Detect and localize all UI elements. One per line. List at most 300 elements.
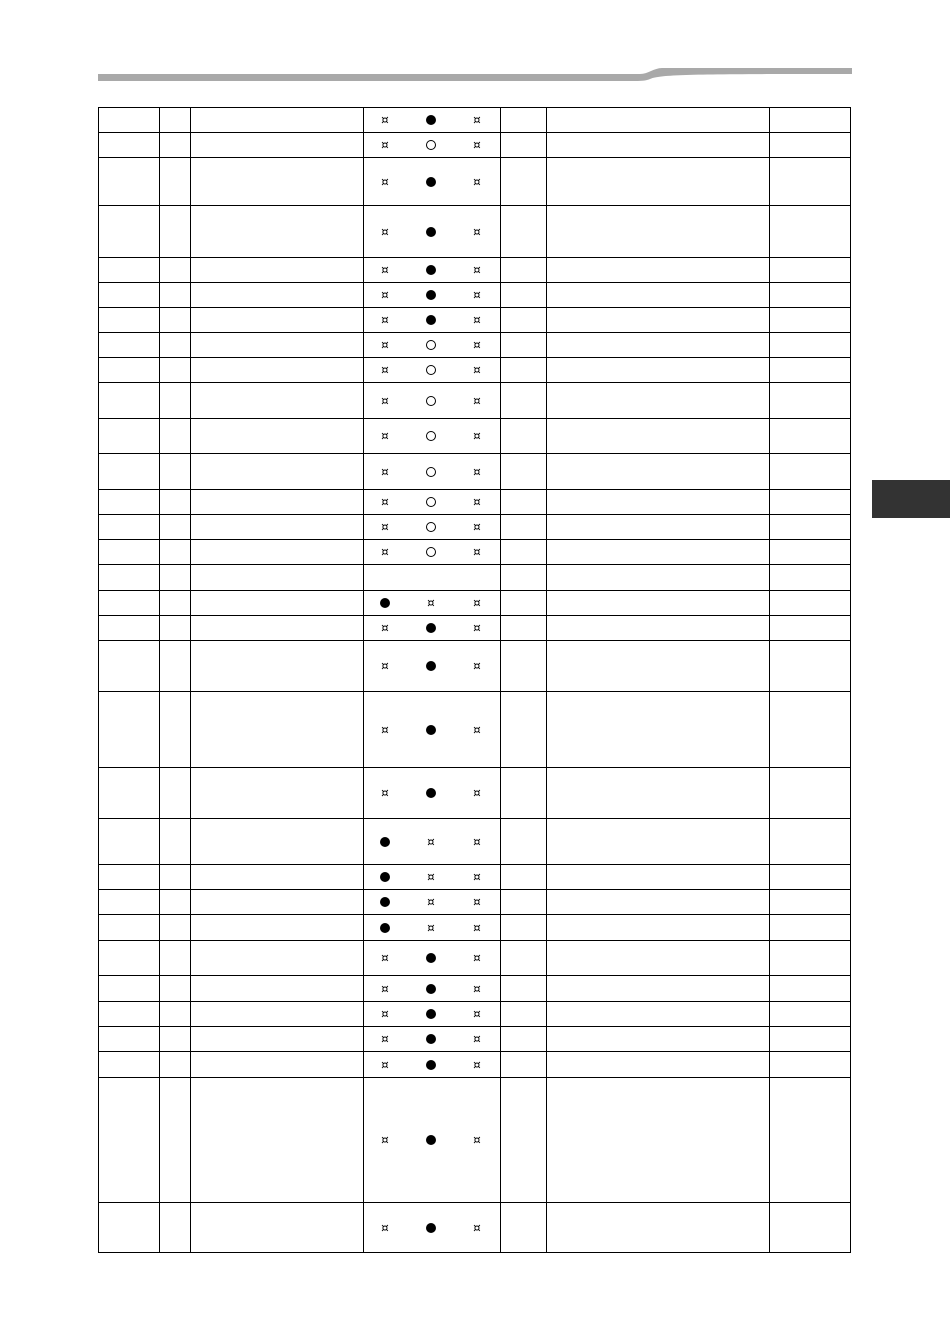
table-cell xyxy=(770,283,851,308)
cross-symbol-icon: ¤ xyxy=(381,1220,389,1235)
symbol-group xyxy=(364,225,500,239)
table-cell xyxy=(501,1027,547,1052)
table-row xyxy=(99,490,851,515)
hollow-circle-icon xyxy=(424,465,438,479)
table-row xyxy=(99,1203,851,1253)
table-cell xyxy=(770,158,851,206)
hollow-circle-icon xyxy=(424,138,438,152)
filled-circle-icon xyxy=(424,786,438,800)
table-cell xyxy=(547,1027,770,1052)
cross-symbol-icon: ¤ xyxy=(473,1057,481,1072)
symbol-cell xyxy=(364,890,501,915)
table-cell xyxy=(99,1052,160,1078)
table-cell xyxy=(770,1002,851,1027)
table-cell xyxy=(501,1052,547,1078)
table-cell xyxy=(191,358,364,383)
table-cell xyxy=(99,258,160,283)
cross-symbol-icon: ¤ xyxy=(381,338,389,352)
symbol-cell xyxy=(364,108,501,133)
table-cell xyxy=(191,133,364,158)
table-cell xyxy=(547,158,770,206)
table-cell xyxy=(547,419,770,454)
filled-circle-icon xyxy=(424,951,438,965)
table-row xyxy=(99,1052,851,1078)
table-cell xyxy=(191,490,364,515)
table-cell xyxy=(770,1203,851,1253)
table-cell xyxy=(99,915,160,941)
table-cell xyxy=(191,283,364,308)
filled-circle-icon xyxy=(424,175,438,189)
cross-symbol-icon: ¤ xyxy=(473,659,481,673)
table-row xyxy=(99,308,851,333)
table-cell xyxy=(99,1027,160,1052)
hollow-circle-icon xyxy=(424,520,438,534)
cross-symbol-icon: ¤ xyxy=(473,920,481,935)
hollow-circle-icon xyxy=(424,394,438,408)
cross-symbol-icon: ¤ xyxy=(473,786,481,800)
table-cell xyxy=(99,865,160,890)
table-row xyxy=(99,941,851,976)
table-row xyxy=(99,890,851,915)
cross-symbol-icon: ¤ xyxy=(473,138,481,152)
table-cell xyxy=(99,692,160,768)
symbol-group xyxy=(364,263,500,277)
table-cell xyxy=(547,641,770,692)
table-cell xyxy=(770,591,851,616)
table-cell xyxy=(547,515,770,540)
table-cell xyxy=(191,308,364,333)
table-cell xyxy=(547,333,770,358)
table-row xyxy=(99,641,851,692)
cross-symbol-icon: ¤ xyxy=(473,1032,481,1046)
table-cell xyxy=(501,819,547,865)
cross-symbol-icon: ¤ xyxy=(381,786,389,800)
symbol-group xyxy=(364,659,500,673)
data-table xyxy=(98,107,851,1253)
table-row xyxy=(99,976,851,1002)
symbol-group xyxy=(364,1058,500,1072)
cross-symbol-icon: ¤ xyxy=(473,288,481,302)
table-row xyxy=(99,133,851,158)
cross-symbol-icon: ¤ xyxy=(473,722,481,737)
table-cell xyxy=(501,941,547,976)
cross-symbol-icon: ¤ xyxy=(473,464,481,479)
filled-circle-icon xyxy=(424,263,438,277)
symbol-cell xyxy=(364,865,501,890)
filled-circle-icon xyxy=(424,1221,438,1235)
cross-symbol-icon: ¤ xyxy=(381,1057,389,1072)
table-cell xyxy=(191,454,364,490)
symbol-group xyxy=(364,338,500,352)
table-row xyxy=(99,258,851,283)
symbol-cell xyxy=(364,333,501,358)
table-cell xyxy=(160,941,191,976)
symbol-group xyxy=(364,394,500,408)
table-cell xyxy=(160,641,191,692)
table-row xyxy=(99,515,851,540)
table-cell xyxy=(547,1078,770,1203)
symbol-group xyxy=(364,520,500,534)
table-cell xyxy=(99,308,160,333)
hollow-circle-icon xyxy=(424,545,438,559)
symbol-cell xyxy=(364,1203,501,1253)
symbol-cell xyxy=(364,616,501,641)
cross-symbol-icon: ¤ xyxy=(381,1133,389,1147)
cross-symbol-icon: ¤ xyxy=(381,393,389,408)
table-cell xyxy=(501,333,547,358)
table-cell xyxy=(547,490,770,515)
table-row xyxy=(99,865,851,890)
symbol-cell xyxy=(364,358,501,383)
symbol-cell xyxy=(364,515,501,540)
table-row xyxy=(99,1002,851,1027)
table-cell xyxy=(547,616,770,641)
table-cell xyxy=(547,1203,770,1253)
table-cell xyxy=(770,692,851,768)
symbol-cell xyxy=(364,692,501,768)
table-cell xyxy=(191,1027,364,1052)
table-cell xyxy=(99,133,160,158)
table-row xyxy=(99,819,851,865)
cross-symbol-icon: ¤ xyxy=(381,138,389,152)
table-cell xyxy=(99,616,160,641)
symbol-cell xyxy=(364,1027,501,1052)
table-cell xyxy=(547,976,770,1002)
table-cell xyxy=(99,283,160,308)
table-cell xyxy=(160,1203,191,1253)
cross-symbol-icon: ¤ xyxy=(473,429,481,443)
table-row xyxy=(99,419,851,454)
table-row xyxy=(99,540,851,565)
cross-symbol-icon: ¤ xyxy=(473,338,481,352)
header-bar xyxy=(0,0,950,100)
cross-symbol-icon: ¤ xyxy=(473,1133,481,1147)
table-row xyxy=(99,383,851,419)
table-cell xyxy=(770,206,851,258)
table-cell xyxy=(501,565,547,591)
cross-symbol-icon: ¤ xyxy=(381,659,389,673)
table-row xyxy=(99,108,851,133)
table-cell xyxy=(191,976,364,1002)
table-cell xyxy=(501,616,547,641)
cross-symbol-icon: ¤ xyxy=(473,393,481,408)
table-cell xyxy=(191,108,364,133)
table-cell xyxy=(191,258,364,283)
table-cell xyxy=(501,133,547,158)
table-cell xyxy=(770,915,851,941)
table-cell xyxy=(160,419,191,454)
table-cell xyxy=(547,565,770,591)
filled-circle-icon xyxy=(378,870,392,884)
table-cell xyxy=(770,490,851,515)
cross-symbol-icon: ¤ xyxy=(473,113,481,127)
filled-circle-icon xyxy=(424,113,438,127)
table-cell xyxy=(160,258,191,283)
table-cell xyxy=(501,383,547,419)
symbol-group xyxy=(364,429,500,443)
table-cell xyxy=(501,1002,547,1027)
table-cell xyxy=(547,865,770,890)
symbol-cell xyxy=(364,308,501,333)
table-cell xyxy=(160,490,191,515)
table-cell xyxy=(191,383,364,419)
table-cell xyxy=(99,1203,160,1253)
cross-symbol-icon: ¤ xyxy=(473,951,481,965)
table-cell xyxy=(547,454,770,490)
table-cell xyxy=(160,890,191,915)
table-cell xyxy=(99,1002,160,1027)
cross-symbol-icon: ¤ xyxy=(473,596,481,610)
cross-symbol-icon: ¤ xyxy=(381,224,389,239)
symbol-group xyxy=(364,596,500,610)
cross-symbol-icon: ¤ xyxy=(473,263,481,277)
table-cell xyxy=(547,133,770,158)
cross-symbol-icon: ¤ xyxy=(473,520,481,534)
table-cell xyxy=(547,540,770,565)
table-cell xyxy=(160,915,191,941)
table-cell xyxy=(501,283,547,308)
filled-circle-icon xyxy=(424,982,438,996)
cross-symbol-icon: ¤ xyxy=(381,429,389,443)
cross-symbol-icon: ¤ xyxy=(381,288,389,302)
table-cell xyxy=(191,158,364,206)
symbol-cell xyxy=(364,158,501,206)
table-cell xyxy=(160,1027,191,1052)
cross-symbol-icon: ¤ xyxy=(473,224,481,239)
symbol-group xyxy=(364,786,500,800)
symbol-group xyxy=(364,621,500,635)
symbol-group xyxy=(364,982,500,996)
table-cell xyxy=(99,158,160,206)
table-cell xyxy=(160,565,191,591)
cross-symbol-icon: ¤ xyxy=(473,1007,481,1021)
table-cell xyxy=(191,915,364,941)
symbol-cell xyxy=(364,419,501,454)
table-cell xyxy=(99,819,160,865)
table-cell xyxy=(99,206,160,258)
filled-circle-icon xyxy=(424,659,438,673)
table-cell xyxy=(770,333,851,358)
cross-symbol-icon: ¤ xyxy=(381,263,389,277)
filled-circle-icon xyxy=(378,895,392,909)
table-cell xyxy=(501,976,547,1002)
table-row xyxy=(99,158,851,206)
table-row xyxy=(99,358,851,383)
symbol-group xyxy=(364,495,500,509)
cross-symbol-icon: ¤ xyxy=(381,313,389,327)
table-cell xyxy=(501,890,547,915)
table-cell xyxy=(501,108,547,133)
symbol-group xyxy=(364,921,500,935)
table-cell xyxy=(160,692,191,768)
table-cell xyxy=(160,158,191,206)
filled-circle-icon xyxy=(424,1058,438,1072)
table-cell xyxy=(160,108,191,133)
table-cell xyxy=(160,819,191,865)
chapter-side-tab xyxy=(872,480,950,518)
table-row xyxy=(99,768,851,819)
table-cell xyxy=(160,865,191,890)
symbol-group xyxy=(364,313,500,327)
symbol-group xyxy=(364,723,500,737)
symbol-cell xyxy=(364,941,501,976)
table-cell xyxy=(191,1052,364,1078)
symbol-cell xyxy=(364,976,501,1002)
table-cell xyxy=(99,565,160,591)
filled-circle-icon xyxy=(378,921,392,935)
table-cell xyxy=(547,915,770,941)
symbol-group xyxy=(364,951,500,965)
symbol-group xyxy=(364,545,500,559)
symbol-group xyxy=(364,1133,500,1147)
cross-symbol-icon: ¤ xyxy=(381,1032,389,1046)
table-cell xyxy=(191,641,364,692)
cross-symbol-icon: ¤ xyxy=(473,895,481,909)
table-cell xyxy=(191,206,364,258)
table-cell xyxy=(501,1078,547,1203)
filled-circle-icon xyxy=(424,1007,438,1021)
table-cell xyxy=(770,1052,851,1078)
symbol-cell xyxy=(364,206,501,258)
symbol-group xyxy=(364,870,500,884)
table-cell xyxy=(547,692,770,768)
table-cell xyxy=(160,976,191,1002)
symbol-group xyxy=(364,895,500,909)
table-row xyxy=(99,1027,851,1052)
symbol-cell xyxy=(364,540,501,565)
table-cell xyxy=(191,865,364,890)
table-cell xyxy=(99,358,160,383)
filled-circle-icon xyxy=(424,723,438,737)
cross-symbol-icon: ¤ xyxy=(381,1007,389,1021)
table-cell xyxy=(191,941,364,976)
table-cell xyxy=(501,206,547,258)
table-cell xyxy=(501,692,547,768)
table-cell xyxy=(160,308,191,333)
table-cell xyxy=(191,419,364,454)
table-row xyxy=(99,454,851,490)
table-cell xyxy=(770,454,851,490)
symbol-group xyxy=(364,288,500,302)
table-row xyxy=(99,333,851,358)
table-cell xyxy=(191,1203,364,1253)
table-cell xyxy=(160,591,191,616)
cross-symbol-icon: ¤ xyxy=(381,722,389,737)
table-cell xyxy=(547,819,770,865)
table-cell xyxy=(160,515,191,540)
cross-symbol-icon: ¤ xyxy=(381,545,389,559)
table-cell xyxy=(770,383,851,419)
cross-symbol-icon: ¤ xyxy=(473,621,481,635)
cross-symbol-icon: ¤ xyxy=(473,363,481,377)
cross-symbol-icon: ¤ xyxy=(427,895,435,909)
filled-circle-icon xyxy=(424,1032,438,1046)
table-cell xyxy=(191,1078,364,1203)
table-cell xyxy=(547,258,770,283)
symbol-cell xyxy=(364,768,501,819)
cross-symbol-icon: ¤ xyxy=(427,870,435,884)
hollow-circle-icon xyxy=(424,363,438,377)
cross-symbol-icon: ¤ xyxy=(381,174,389,189)
table-cell xyxy=(547,358,770,383)
table-cell xyxy=(191,591,364,616)
hollow-circle-icon xyxy=(424,495,438,509)
cross-symbol-icon: ¤ xyxy=(473,870,481,884)
table-cell xyxy=(770,865,851,890)
symbol-group xyxy=(364,1032,500,1046)
table-cell xyxy=(501,419,547,454)
table-cell xyxy=(770,819,851,865)
table-cell xyxy=(547,768,770,819)
symbol-group xyxy=(364,835,500,849)
table-cell xyxy=(501,515,547,540)
symbol-cell xyxy=(364,641,501,692)
symbol-group xyxy=(364,113,500,127)
table-row xyxy=(99,591,851,616)
table-cell xyxy=(547,941,770,976)
table-cell xyxy=(547,283,770,308)
table-cell xyxy=(191,515,364,540)
table-cell xyxy=(770,565,851,591)
table-cell xyxy=(191,1002,364,1027)
table-cell xyxy=(770,768,851,819)
table-cell xyxy=(770,641,851,692)
filled-circle-icon xyxy=(378,835,392,849)
cross-symbol-icon: ¤ xyxy=(381,981,389,996)
symbol-cell xyxy=(364,490,501,515)
symbol-cell xyxy=(364,591,501,616)
cross-symbol-icon: ¤ xyxy=(381,621,389,635)
cross-symbol-icon: ¤ xyxy=(473,495,481,509)
table-cell xyxy=(160,133,191,158)
symbol-cell xyxy=(364,565,501,591)
table-cell xyxy=(770,133,851,158)
filled-circle-icon xyxy=(424,621,438,635)
table-cell xyxy=(501,258,547,283)
table-cell xyxy=(191,692,364,768)
table-cell xyxy=(770,1027,851,1052)
table-cell xyxy=(770,258,851,283)
table-cell xyxy=(770,419,851,454)
table-cell xyxy=(770,616,851,641)
table-cell xyxy=(501,540,547,565)
hollow-circle-icon xyxy=(424,338,438,352)
cross-symbol-icon: ¤ xyxy=(473,545,481,559)
table-cell xyxy=(501,308,547,333)
symbol-group xyxy=(364,465,500,479)
table-cell xyxy=(547,1052,770,1078)
symbol-cell xyxy=(364,819,501,865)
cross-symbol-icon: ¤ xyxy=(473,981,481,996)
table-cell xyxy=(501,641,547,692)
symbol-group xyxy=(364,138,500,152)
table-cell xyxy=(99,1078,160,1203)
symbol-cell xyxy=(364,915,501,941)
table-cell xyxy=(547,591,770,616)
table-cell xyxy=(99,490,160,515)
table-cell xyxy=(160,768,191,819)
table-row xyxy=(99,283,851,308)
table-cell xyxy=(160,1078,191,1203)
cross-symbol-icon: ¤ xyxy=(473,174,481,189)
filled-circle-icon xyxy=(424,225,438,239)
table-cell xyxy=(99,941,160,976)
cross-symbol-icon: ¤ xyxy=(473,1220,481,1235)
cross-symbol-icon: ¤ xyxy=(381,363,389,377)
table-cell xyxy=(99,333,160,358)
table-cell xyxy=(160,383,191,419)
table-cell xyxy=(770,941,851,976)
